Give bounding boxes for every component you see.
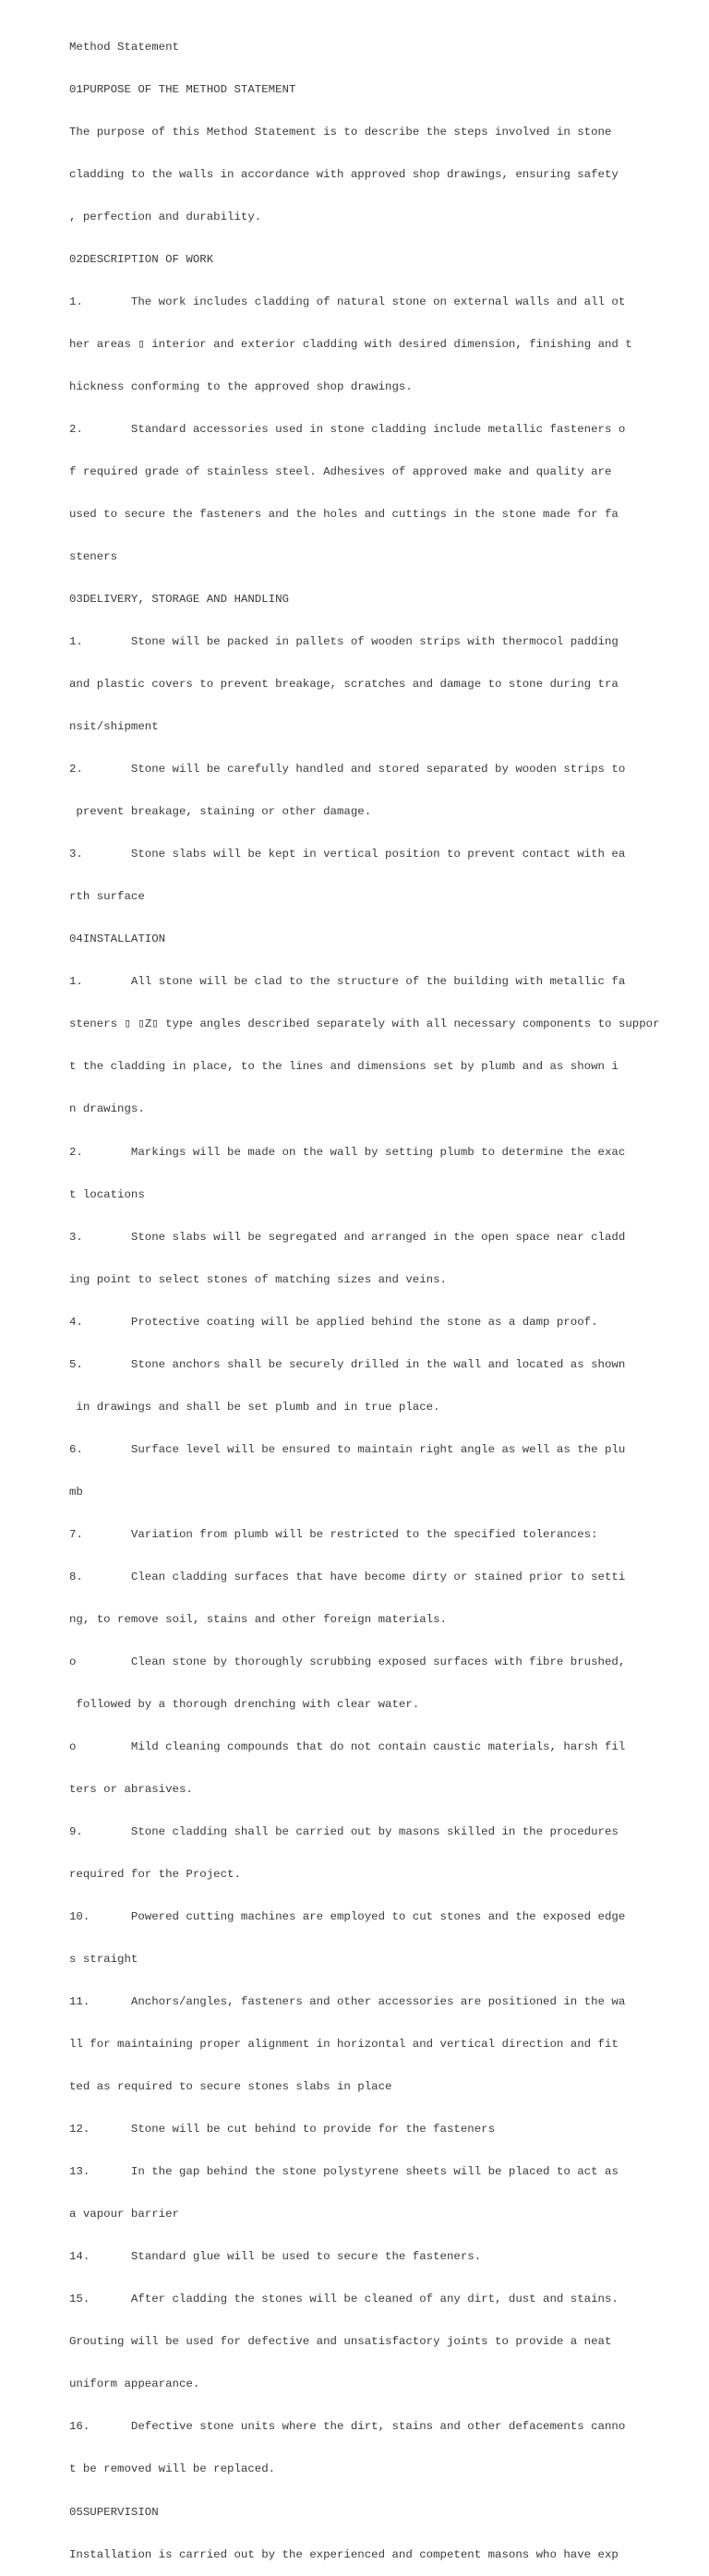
text-line: 1. Stone will be packed in pallets of wooden strips with thermocol padding xyxy=(69,635,619,649)
text-line: mb xyxy=(69,1485,83,1499)
text-line: t be removed will be replaced. xyxy=(69,2462,276,2476)
text-line: used to secure the fasteners and the holes and cuttings in the stone made for fa xyxy=(69,508,619,522)
text-line: o Clean stone by thoroughly scrubbing exposed surfaces with fibre brushed, xyxy=(69,1655,626,1668)
text-line: uniform appearance. xyxy=(69,2377,200,2391)
text-line: 2. Standard accessories used in stone cladding include metallic fasteners o xyxy=(69,422,626,436)
text-line: required for the Project. xyxy=(69,1868,241,1882)
section-heading-supervision: 05SUPERVISION xyxy=(69,2505,159,2519)
text-line: Installation is carried out by the experienced and competent masons who have exp xyxy=(69,2547,619,2561)
text-line: 3. Stone slabs will be kept in vertical position to prevent contact with ea xyxy=(69,848,626,861)
text-line: ing point to select stones of matching sizes and veins. xyxy=(69,1272,447,1286)
text-line: cladding to the walls in accordance with approved shop drawings, ensuring safety xyxy=(69,167,619,181)
text-line: s straight xyxy=(69,1953,138,1967)
text-line: ters or abrasives. xyxy=(69,1782,193,1796)
text-line: The purpose of this Method Statement is to describe the steps involved in stone xyxy=(69,125,612,138)
section-heading-installation: 04INSTALLATION xyxy=(69,933,166,946)
text-line: hickness conforming to the approved shop drawings. xyxy=(69,379,413,393)
text-line: 8. Clean cladding surfaces that have become dirty or stained prior to setti xyxy=(69,1570,626,1583)
text-line: 1. The work includes cladding of natural stone on external walls and all ot xyxy=(69,295,626,308)
text-line: 5. Stone anchors shall be securely drilled in the wall and located as shown xyxy=(69,1357,626,1371)
text-line: rth surface xyxy=(69,890,145,904)
text-line: in drawings and shall be set plumb and in true place. xyxy=(69,1400,440,1414)
text-line: 1. All stone will be clad to the structure of the building with metallic fa xyxy=(69,975,626,989)
text-line: followed by a thorough drenching with clear water. xyxy=(69,1697,420,1711)
text-line: 9. Stone cladding shall be carried out by masons skilled in the procedures xyxy=(69,1825,619,1838)
text-line: Grouting will be used for defective and unsatisfactory joints to provide a neat xyxy=(69,2335,612,2349)
text-line: f required grade of stainless steel. Adhesives of approved make and quality are xyxy=(69,465,612,478)
text-line: ll for maintaining proper alignment in horizontal and vertical direction and fit xyxy=(69,2038,619,2052)
text-line: 13. In the gap behind the stone polystyrene sheets will be placed to act as xyxy=(69,2165,619,2179)
section-heading-delivery: 03DELIVERY, STORAGE AND HANDLING xyxy=(69,593,289,607)
method-statement-document xyxy=(69,12,697,2576)
text-line: 12. Stone will be cut behind to provide for the fasteners xyxy=(69,2123,496,2137)
text-line: , perfection and durability. xyxy=(69,210,262,223)
text-line: 10. Powered cutting machines are employed to cut stones and the exposed edge xyxy=(69,1910,626,1924)
text-line: 14. Standard glue will be used to secure the fasteners. xyxy=(69,2250,482,2264)
text-line: nsit/shipment xyxy=(69,720,159,734)
text-line: n drawings. xyxy=(69,1102,145,1116)
text-line: steners ▯ ▯Z▯ type angles described separately with all necessary components to suppor xyxy=(69,1017,660,1031)
text-line: 2. Markings will be made on the wall by setting plumb to determine the exac xyxy=(69,1145,626,1159)
text-line: 11. Anchors/angles, fasteners and other accessories are positioned in the wa xyxy=(69,1995,626,2009)
text-line: and plastic covers to prevent breakage, scratches and damage to stone during tra xyxy=(69,678,619,692)
text-line: t locations xyxy=(69,1187,145,1201)
text-line: o Mild cleaning compounds that do not contain caustic materials, harsh fil xyxy=(69,1739,626,1753)
text-line: 15. After cladding the stones will be cleaned of any dirt, dust and stains. xyxy=(69,2293,619,2306)
text-line: 16. Defective stone units where the dirt, stains and other defacements canno xyxy=(69,2420,626,2434)
text-line: 3. Stone slabs will be segregated and arranged in the open space near cladd xyxy=(69,1230,626,1244)
text-line: 7. Variation from plumb will be restricted to the specified tolerances: xyxy=(69,1527,598,1541)
text-line: a vapour barrier xyxy=(69,2208,179,2221)
text-line: prevent breakage, staining or other damage. xyxy=(69,805,372,819)
text-line: ng, to remove soil, stains and other foreign materials. xyxy=(69,1612,447,1626)
section-heading-description: 02DESCRIPTION OF WORK xyxy=(69,252,214,266)
text-line: t the cladding in place, to the lines and dimensions set by plumb and as shown i xyxy=(69,1060,619,1074)
text-line: her areas ▯ interior and exterior cladding with desired dimension, finishing and t xyxy=(69,337,632,351)
document-title: Method Statement xyxy=(69,40,179,54)
text-line: steners xyxy=(69,550,118,564)
section-heading-purpose: 01PURPOSE OF THE METHOD STATEMENT xyxy=(69,82,296,96)
text-line: ted as required to secure stones slabs in place xyxy=(69,2080,392,2094)
text-line: 4. Protective coating will be applied behind the stone as a damp proof. xyxy=(69,1315,598,1329)
text-line: 2. Stone will be carefully handled and stored separated by wooden strips to xyxy=(69,763,626,776)
text-line: 6. Surface level will be ensured to maintain right angle as well as the plu xyxy=(69,1442,626,1456)
